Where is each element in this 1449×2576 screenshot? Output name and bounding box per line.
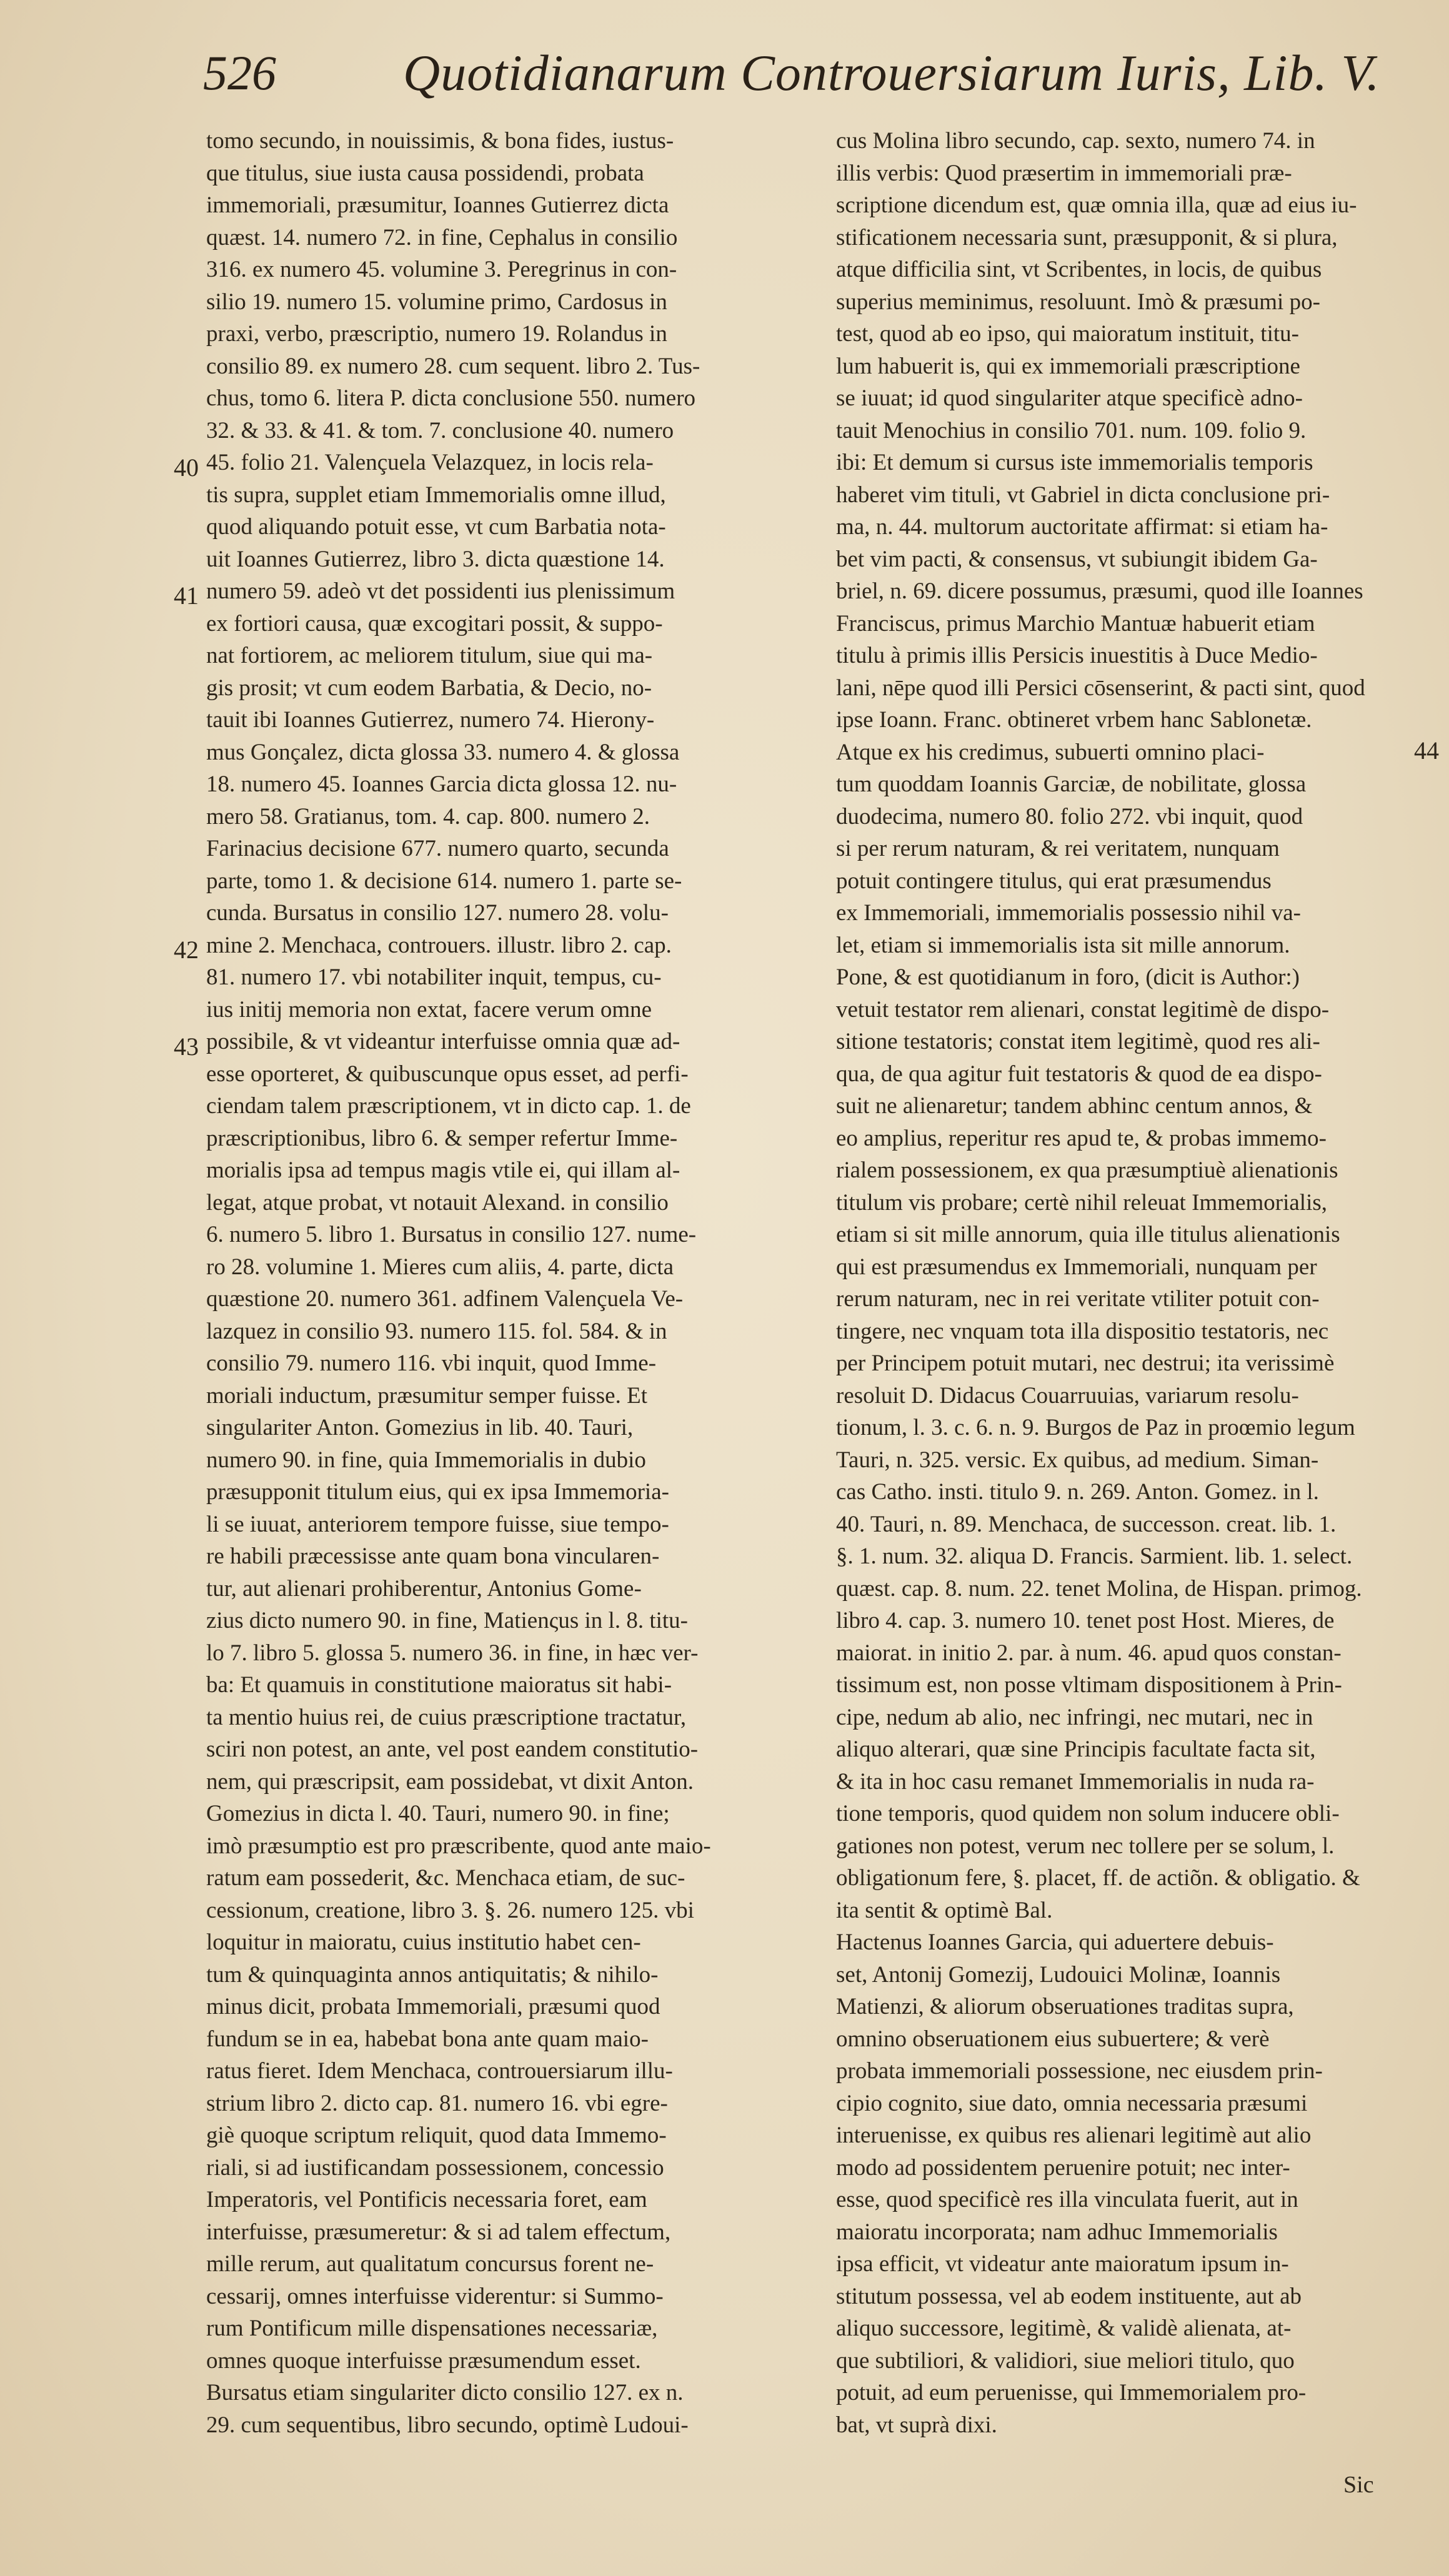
text-line: 6. numero 5. libro 1. Bursatus in consilio 127. nume-	[206, 1222, 697, 1247]
text-line: gis prosit; vt cum eodem Barbatia, & Decio, no-	[206, 675, 652, 701]
text-line: cunda. Bursatus in consilio 127. numero 28. volu-	[206, 900, 669, 926]
text-line: per Principem potuit mutari, nec destrui; ita verissimè	[836, 1350, 1335, 1376]
text-line: lum habuerit is, qui ex immemoriali præscriptione	[836, 353, 1300, 379]
text-line: stitutum possessa, vel ab eodem instituente, aut ab	[836, 2283, 1302, 2309]
text-line: Atque ex his credimus, subuerti omnino placi-	[836, 739, 1265, 765]
text-line: minus dicit, probata Immemoriali, præsumi quod	[206, 1994, 660, 2019]
text-line: silio 19. numero 15. volumine primo, Cardosus in	[206, 289, 667, 315]
text-line: morialis ipsa ad tempus magis vtile ei, qui illam al-	[206, 1157, 680, 1183]
text-line: rialem possessionem, ex qua præsumptiuè alienationis	[836, 1157, 1338, 1183]
text-line: ratum eam possederit, &c. Menchaca etiam, de suc-	[206, 1865, 685, 1891]
text-line: briel, n. 69. dicere possumus, præsumi, quod ille Ioannes	[836, 578, 1363, 604]
text-line: cipio cognito, siue dato, omnia necessaria præsumi	[836, 2090, 1308, 2116]
text-line: 316. ex numero 45. volumine 3. Peregrinus in con-	[206, 257, 677, 282]
text-line: ibi: Et demum si cursus iste immemorialis temporis	[836, 450, 1313, 475]
text-line: maiorat. in initio 2. par. à num. 46. apud quos constan-	[836, 1640, 1342, 1666]
text-line: interuenisse, ex quibus res alienari legitimè aut alio	[836, 2123, 1312, 2148]
text-line: præsupponit titulum eius, qui ex ipsa Immemoria-	[206, 1479, 669, 1505]
text-line: tingere, nec vnquam tota illa dispositio testatoris, nec	[836, 1318, 1329, 1344]
text-line: ex Immemoriali, immemorialis possessio nihil va-	[836, 900, 1301, 926]
text-line: esse oporteret, & quibuscunque opus esset, ad perfi-	[206, 1061, 689, 1087]
text-line: ex fortiori causa, quæ excogitari possit, & suppo-	[206, 610, 663, 637]
text-line: potuit contingere titulus, qui erat præsumendus	[836, 868, 1272, 894]
text-line: omnino obseruationem eius subuertere; & verè	[836, 2026, 1270, 2052]
margin-number: 44	[1414, 736, 1439, 765]
text-line: tione temporis, quod quidem non solum inducere obli-	[836, 1801, 1340, 1826]
text-line: aliquo successore, legitimè, & validè alienata, at-	[836, 2316, 1292, 2341]
text-line: Gomezius in dicta l. 40. Tauri, numero 90. in fine;	[206, 1801, 670, 1826]
text-line: consilio 79. numero 116. vbi inquit, quod Imme-	[206, 1350, 657, 1376]
text-line: quod aliquando potuit esse, vt cum Barbatia nota-	[206, 514, 666, 540]
text-line: bat, vt suprà dixi.	[836, 2412, 997, 2438]
text-line: ius initij memoria non extat, facere verum omne	[206, 996, 652, 1023]
text-line: ba: Et quamuis in constitutione maioratus sit habi-	[206, 1672, 672, 1698]
text-line: mille rerum, aut qualitatum concursus forent ne-	[206, 2251, 654, 2277]
text-line: giè quoque scriptum reliquit, quod data Immemo-	[206, 2123, 667, 2148]
running-title: Quotidianarum Controuersiarum Iuris, Lib. V.	[403, 44, 1380, 101]
text-line: eo amplius, reperitur res apud te, & probas immemo-	[836, 1125, 1327, 1151]
text-line: tionum, l. 3. c. 6. n. 9. Burgos de Paz in proœmio legum	[836, 1415, 1355, 1440]
margin-number: 43	[174, 1033, 199, 1061]
text-line: quæst. cap. 8. num. 22. tenet Molina, de Hispan. primog.	[836, 1575, 1362, 1602]
text-line: bet vim pacti, & consensus, vt subiungit ibidem Ga-	[836, 546, 1318, 572]
text-line: §. 1. num. 32. aliqua D. Francis. Sarmient. lib. 1. select.	[836, 1543, 1353, 1569]
text-line: Farinacius decisione 677. numero quarto, secunda	[206, 836, 669, 861]
text-line: cipe, nedum ab alio, nec infringi, nec mutari, nec in	[836, 1704, 1313, 1730]
text-line: titulum vis probare; certè nihil releuat Immemorialis,	[836, 1189, 1328, 1216]
page-number: 526	[203, 46, 276, 100]
text-line: Pone, & est quotidianum in foro, (dicit is Author:)	[836, 964, 1300, 990]
text-line: tissimum est, non posse vltimam dispositionem à Prin-	[836, 1672, 1342, 1698]
text-line: ita sentit & optimè Bal.	[836, 1897, 1053, 1923]
text-line: vetuit testator rem alienari, constat legitimè de dispo-	[836, 996, 1330, 1023]
right-column	[836, 125, 1412, 2441]
text-line: lazquez in consilio 93. numero 115. fol. 584. & in	[206, 1318, 667, 1344]
margin-number: 40	[174, 453, 199, 482]
page-header	[203, 40, 1390, 109]
text-line: esse, quod specificè res illa vinculata fuerit, aut in	[836, 2187, 1298, 2212]
text-line: numero 59. adeò vt det possidenti ius plenissimum	[206, 578, 675, 604]
text-line: probata immemoriali possessione, nec eiusdem prin-	[836, 2058, 1323, 2084]
text-line: haberet vim tituli, vt Gabriel in dicta conclusione pri-	[836, 482, 1330, 508]
text-line: cas Catho. insti. titulo 9. n. 269. Anton. Gomez. in l.	[836, 1479, 1319, 1505]
text-line: qui est præsumendus ex Immemoriali, nunquam per	[836, 1254, 1317, 1280]
text-line: mine 2. Menchaca, controuers. illustr. libro 2. cap.	[206, 932, 672, 958]
text-line: imò præsumptio est pro præscribente, quod ante maio-	[206, 1833, 711, 1859]
text-line: Imperatoris, vel Pontificis necessaria foret, eam	[206, 2187, 647, 2212]
text-line: tauit ibi Ioannes Gutierrez, numero 74. Hierony-	[206, 707, 655, 733]
text-line: 18. numero 45. Ioannes Garcia dicta glossa 12. nu-	[206, 771, 677, 797]
text-line: maioratu incorporata; nam adhuc Immemorialis	[836, 2219, 1278, 2245]
text-line: rerum naturam, nec in rei veritate vtiliter potuit con-	[836, 1286, 1320, 1312]
left-column	[206, 125, 782, 2441]
text-line: cus Molina libro secundo, cap. sexto, numero 74. in	[836, 128, 1315, 154]
text-line: ma, n. 44. multorum auctoritate affirmat: si etiam ha-	[836, 514, 1328, 540]
text-line: quæstione 20. numero 361. adfinem Valençuela Ve-	[206, 1286, 684, 1312]
text-line: Bursatus etiam singulariter dicto consilio 127. ex n.	[206, 2380, 684, 2405]
text-line: possibile, & vt videantur interfuisse omnia quæ ad-	[206, 1029, 680, 1054]
text-line: rum Pontificum mille dispensationes necessariæ,	[206, 2316, 658, 2341]
text-line: Hactenus Ioannes Garcia, qui aduertere debuis-	[836, 1930, 1274, 1955]
text-line: tur, aut alienari prohiberentur, Antonius Gome-	[206, 1575, 642, 1602]
text-line: 45. folio 21. Valençuela Velazquez, in locis rela-	[206, 450, 654, 475]
text-line: tis supra, supplet etiam Immemorialis omne illud,	[206, 482, 666, 508]
text-line: stificationem necessaria sunt, præsupponit, & si plura,	[836, 224, 1338, 250]
text-line: se iuuat; id quod singulariter atque specificè adno-	[836, 385, 1303, 411]
text-line: set, Antonij Gomezij, Ludouici Molinæ, Ioannis	[836, 1961, 1281, 1988]
text-line: legat, atque probat, vt notauit Alexand. in consilio	[206, 1189, 669, 1216]
text-line: parte, tomo 1. & decisione 614. numero 1. parte se-	[206, 868, 682, 894]
text-line: lo 7. libro 5. glossa 5. numero 36. in fine, in hæc ver-	[206, 1640, 699, 1666]
text-line: let, etiam si immemorialis ista sit mille annorum.	[836, 932, 1290, 958]
text-line: superius meminimus, resoluunt. Imò & præsumi po-	[836, 289, 1320, 315]
text-line: test, quod ab eo ipso, qui maioratum instituit, titu-	[836, 321, 1299, 347]
text-line: ciendam talem præscriptionem, vt in dicto cap. 1. de	[206, 1093, 691, 1119]
text-line: cessarij, omnes interfuisse viderentur: si Summo-	[206, 2283, 664, 2309]
text-line: que titulus, siue iusta causa possidendi, probata	[206, 160, 644, 186]
text-line: nat fortiorem, ac meliorem titulum, siue qui ma-	[206, 643, 653, 668]
text-line: interfuisse, præsumeretur: & si ad talem effectum,	[206, 2219, 671, 2245]
text-line: atque difficilia sint, vt Scribentes, in locis, de quibus	[836, 257, 1322, 282]
catchword: Sic	[1343, 2472, 1374, 2498]
text-line: præscriptionibus, libro 6. & semper refertur Imme-	[206, 1125, 678, 1151]
text-line: uit Ioannes Gutierrez, libro 3. dicta quæstione 14.	[206, 546, 665, 572]
text-line: cessionum, creatione, libro 3. §. 26. numero 125. vbi	[206, 1897, 694, 1923]
text-line: 32. & 33. & 41. & tom. 7. conclusione 40. numero	[206, 417, 674, 443]
text-line: ro 28. volumine 1. Mieres cum aliis, 4. parte, dicta	[206, 1254, 674, 1280]
text-line: tum quoddam Ioannis Garciæ, de nobilitate, glossa	[836, 771, 1307, 797]
text-line: sciri non potest, an ante, vel post eandem constitutio-	[206, 1736, 699, 1762]
text-line: duodecima, numero 80. folio 272. vbi inquit, quod	[836, 803, 1303, 830]
text-line: Matienzi, & aliorum obseruationes traditas supra,	[836, 1994, 1294, 2019]
text-line: 40. Tauri, n. 89. Menchaca, de successon. creat. lib. 1.	[836, 1511, 1337, 1537]
text-line: tomo secundo, in nouissimis, & bona fides, iustus-	[206, 128, 674, 154]
text-line: illis verbis: Quod præsertim in immemoriali præ-	[836, 160, 1292, 186]
text-line: fundum se in ea, habebat bona ante quam maio-	[206, 2026, 649, 2052]
text-line: 81. numero 17. vbi notabiliter inquit, tempus, cu-	[206, 964, 662, 990]
text-line: ipse Ioann. Franc. obtineret vrbem hanc Sablonetæ.	[836, 707, 1312, 733]
margin-number: 41	[174, 582, 199, 610]
text-line: ta mentio huius rei, de cuius præscriptione tractatur,	[206, 1704, 687, 1730]
text-line: singulariter Anton. Gomezius in lib. 40. Tauri,	[206, 1415, 634, 1440]
text-line: aliquo alterari, quæ sine Principis facultate facta sit,	[836, 1736, 1316, 1762]
text-line: scriptione dicendum est, quæ omnia illa, quæ ad eius iu-	[836, 192, 1357, 218]
text-line: libro 4. cap. 3. numero 10. tenet post Host. Mieres, de	[836, 1608, 1335, 1633]
text-line: nem, qui præscripsit, eam possidebat, vt dixit Anton.	[206, 1768, 694, 1795]
text-line: potuit, ad eum peruenisse, qui Immemorialem pro-	[836, 2380, 1307, 2405]
text-line: lani, nēpe quod illi Persici cōsenserint, & pacti sint, quod	[836, 675, 1365, 701]
text-line: 29. cum sequentibus, libro secundo, optimè Ludoui-	[206, 2412, 689, 2438]
text-line: mus Gonçalez, dicta glossa 33. numero 4. & glossa	[206, 739, 680, 765]
text-line: qua, de qua agitur fuit testatoris & quod de ea dispo-	[836, 1061, 1322, 1087]
text-line: Franciscus, primus Marchio Mantuæ habuerit etiam	[836, 610, 1315, 637]
text-line: titulu à primis illis Persicis inuestitis à Duce Medio-	[836, 643, 1318, 668]
text-line: gationes non potest, verum nec tollere per se solum, l.	[836, 1833, 1335, 1859]
text-line: Tauri, n. 325. versic. Ex quibus, ad medium. Siman-	[836, 1447, 1319, 1473]
text-line: ipsa efficit, vt videatur ante maioratum ipsum in-	[836, 2251, 1289, 2277]
text-line: tauit Menochius in consilio 701. num. 109. folio 9.	[836, 417, 1307, 443]
text-line: loquitur in maioratu, cuius institutio habet cen-	[206, 1930, 641, 1955]
text-line: resoluit D. Didacus Couarruuias, variarum resolu-	[836, 1382, 1299, 1409]
text-line: sitione testatoris; constat item legitimè, quod res ali-	[836, 1029, 1320, 1054]
text-line: que subtiliori, & validiori, siue meliori titulo, quo	[836, 2347, 1295, 2374]
text-line: si per rerum naturam, & rei veritatem, nunquam	[836, 836, 1280, 861]
text-line: consilio 89. ex numero 28. cum sequent. libro 2. Tus-	[206, 353, 700, 379]
text-line: chus, tomo 6. litera P. dicta conclusione 550. numero	[206, 385, 696, 411]
text-line: li se iuuat, anteriorem tempore fuisse, siue tempo-	[206, 1511, 669, 1537]
text-line: re habili præcessisse ante quam bona vincularen-	[206, 1543, 660, 1569]
text-line: numero 90. in fine, quia Immemorialis in dubio	[206, 1447, 646, 1473]
text-line: mero 58. Gratianus, tom. 4. cap. 800. numero 2.	[206, 803, 650, 830]
text-line: tum & quinquaginta annos antiquitatis; & nihilo-	[206, 1961, 659, 1988]
text-line: etiam si sit mille annorum, quia ille titulus alienationis	[836, 1222, 1340, 1247]
text-line: suit ne alienaretur; tandem abhinc centum annos, &	[836, 1093, 1313, 1119]
text-line: & ita in hoc casu remanet Immemorialis in nuda ra-	[836, 1768, 1315, 1795]
text-line: riali, si ad iustificandam possessionem, concessio	[206, 2154, 664, 2181]
text-line: obligationum fere, §. placet, ff. de actiõn. & obligatio. &	[836, 1865, 1360, 1891]
text-line: ratus fieret. Idem Menchaca, controuersiarum illu-	[206, 2058, 673, 2084]
text-line: praxi, verbo, præscriptio, numero 19. Rolandus in	[206, 321, 667, 347]
text-line: quæst. 14. numero 72. in fine, Cephalus in consilio	[206, 224, 678, 250]
text-line: immemoriali, præsumitur, Ioannes Gutierrez dicta	[206, 192, 669, 218]
margin-number: 42	[174, 936, 199, 964]
text-line: omnes quoque interfuisse præsumendum esset.	[206, 2347, 641, 2374]
text-line: moriali inductum, præsumitur semper fuisse. Et	[206, 1382, 647, 1409]
text-line: modo ad possidentem peruenire potuit; nec inter-	[836, 2154, 1290, 2181]
text-line: zius dicto numero 90. in fine, Matienςus in l. 8. titu-	[206, 1608, 688, 1633]
text-line: strium libro 2. dicto cap. 81. numero 16. vbi egre-	[206, 2090, 668, 2116]
